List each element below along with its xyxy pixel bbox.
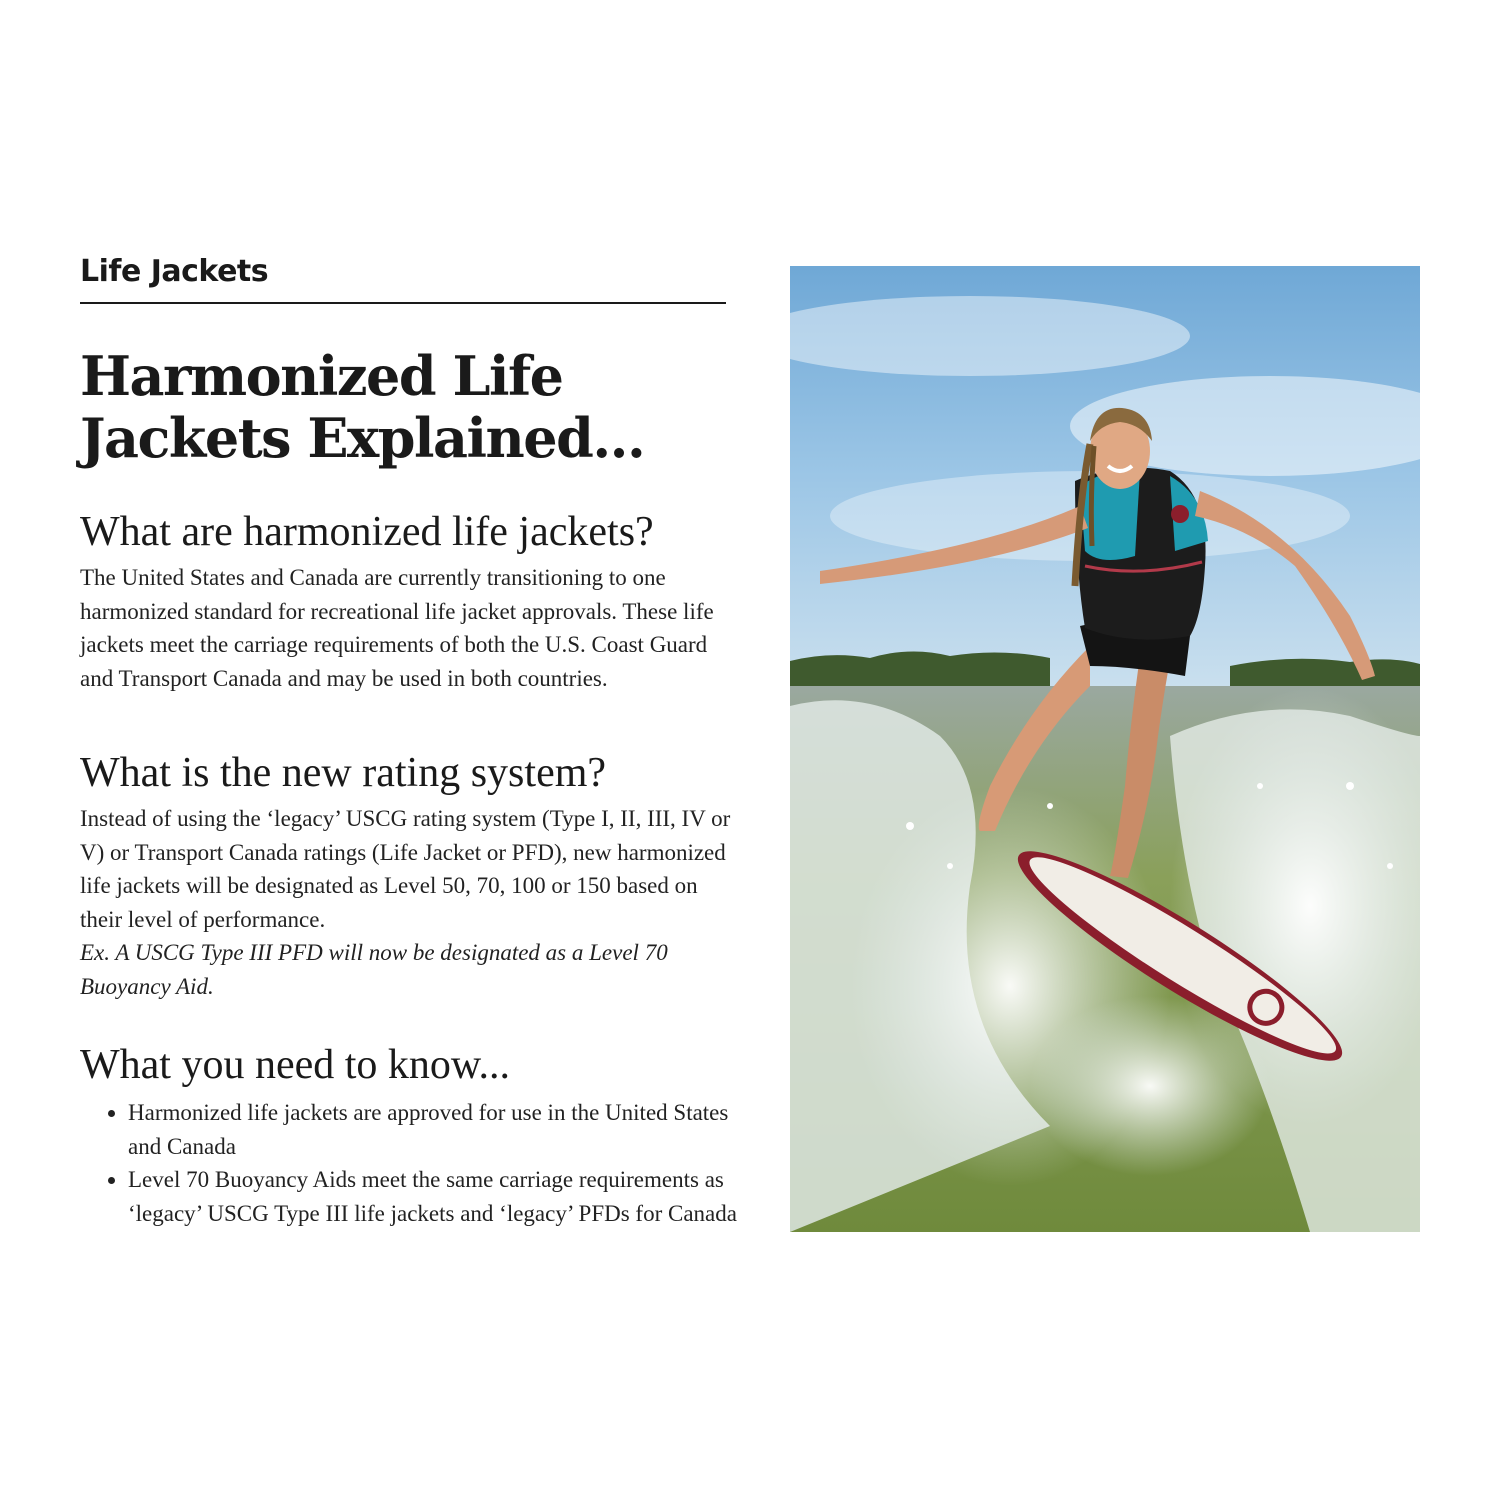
faq-heading-harmonized: What are harmonized life jackets? xyxy=(80,509,654,555)
faq-heading-rating: What is the new rating system? xyxy=(80,750,607,796)
page-title: Harmonized Life Jackets Explained... xyxy=(80,344,645,470)
section-kicker: Life Jackets xyxy=(80,254,269,289)
faq-body-rating: Instead of using the ‘legacy’ USCG rating system (Type I, II, III, IV or V) or Transport Canada ratings (Life Jacket or PFD), new harmonized life jackets will be designated as Level 50, 70, 100 or 150 based on their level of performance. xyxy=(80,806,731,932)
faq-section-harmonized xyxy=(80,507,740,695)
kicker-divider xyxy=(80,302,726,304)
wakesurfer-photo xyxy=(790,266,1420,1232)
faq-heading-know: What you need to know... xyxy=(80,1042,511,1088)
faq-section-rating xyxy=(80,748,740,1003)
faq-section-know xyxy=(80,1040,740,1230)
list-item: • Harmonized life jackets are approved for use in the United States and Canada xyxy=(128,1096,740,1163)
faq-example-rating: Ex. A USCG Type III PFD will now be designated as a Level 70 Buoyancy Aid. xyxy=(80,940,668,999)
list-item: • Level 70 Buoyancy Aids meet the same carriage requirements as ‘legacy’ USCG Type III life jackets and ‘legacy’ PFDs for Canada xyxy=(128,1163,740,1230)
know-bullet-list xyxy=(80,1096,740,1230)
faq-body-harmonized: The United States and Canada are currently transitioning to one harmonized standard for recreational life jacket approvals. These life jackets meet the carriage requirements of both the U.S. Coast Guard and Transport Canada and may be used in both countries. xyxy=(80,565,714,691)
